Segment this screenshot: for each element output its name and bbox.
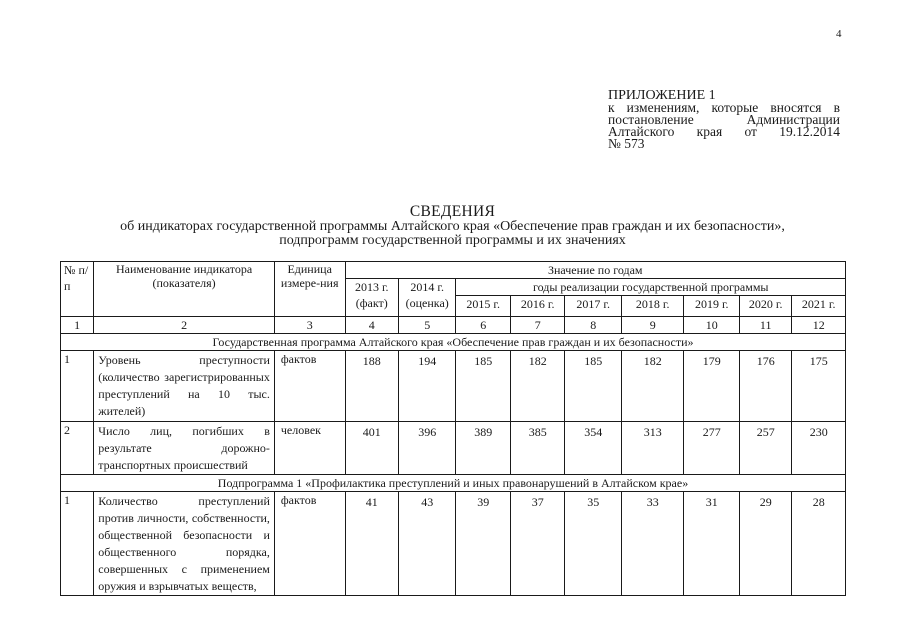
header-2013-note: (факт): [355, 296, 388, 310]
row-value: 43: [398, 492, 456, 596]
document-subheading-2: подпрограмм государственной программы и их значениях: [279, 233, 626, 248]
header-2014: [398, 279, 456, 317]
row-value: 354: [565, 422, 622, 475]
table-row: [61, 422, 846, 475]
row-value: 401: [345, 422, 398, 475]
column-index: 6: [456, 317, 510, 334]
row-value: 29: [739, 492, 791, 596]
appendix-line-2: постановление Администрации: [608, 112, 840, 127]
row-indicator-name: Количество преступлений против личности, собственности, общественной безопасности и общественного порядка, совершенных с применением оружия и взрывчатых веществ,: [94, 492, 275, 596]
appendix-line-1: к изменениям, которые вносятся в: [608, 100, 840, 115]
row-value: 179: [684, 351, 739, 422]
header-year: 2019 г.: [684, 296, 739, 317]
row-value: 188: [345, 351, 398, 422]
row-value: 37: [510, 492, 564, 596]
row-value: 277: [684, 422, 739, 475]
header-name: Наименование индикатора (показателя): [94, 262, 275, 317]
page-number: 4: [836, 28, 842, 40]
row-value: 385: [510, 422, 564, 475]
row-indicator-name: Число лиц, погибших в результате дорожно-транспортных происшествий: [94, 422, 275, 475]
header-2013-year: 2013 г.: [354, 280, 389, 294]
indicators-table: [60, 261, 846, 596]
row-value: 389: [456, 422, 510, 475]
header-year: 2015 г.: [456, 296, 510, 317]
appendix-title: ПРИЛОЖЕНИЕ 1: [608, 88, 716, 103]
row-value: 175: [792, 351, 846, 422]
header-num: № п/п: [61, 262, 94, 317]
column-index: 4: [345, 317, 398, 334]
document-subheading-1: об индикаторах государственной программы Алтайского края «Обеспечение прав граждан и их безопасности»,: [120, 219, 785, 234]
column-index: 5: [398, 317, 456, 334]
column-index: 12: [792, 317, 846, 334]
row-value: 396: [398, 422, 456, 475]
header-2013: [345, 279, 398, 317]
column-index: 11: [739, 317, 791, 334]
header-year: 2018 г.: [621, 296, 684, 317]
header-year: 2017 г.: [565, 296, 622, 317]
column-index: 8: [565, 317, 622, 334]
row-value: 35: [565, 492, 622, 596]
column-index: 9: [621, 317, 684, 334]
appendix-line-4: № 573: [608, 136, 645, 151]
column-index: 7: [510, 317, 564, 334]
header-year: 2020 г.: [739, 296, 791, 317]
header-2014-note: (оценка): [405, 296, 449, 310]
row-value: 185: [565, 351, 622, 422]
row-value: 176: [739, 351, 791, 422]
row-num: 2: [61, 422, 94, 475]
row-value: 257: [739, 422, 791, 475]
row-value: 39: [456, 492, 510, 596]
appendix-line-3: Алтайского края от 19.12.2014: [608, 124, 840, 139]
row-value: 230: [792, 422, 846, 475]
row-unit: человек: [274, 422, 345, 475]
row-value: 41: [345, 492, 398, 596]
row-value: 185: [456, 351, 510, 422]
column-index: 1: [61, 317, 94, 334]
table-row: [61, 492, 846, 596]
column-index: 2: [94, 317, 275, 334]
row-value: 31: [684, 492, 739, 596]
table-row: [61, 351, 846, 422]
header-unit: Единица измере-ния: [274, 262, 345, 317]
row-unit: фактов: [274, 492, 345, 596]
row-value: 33: [621, 492, 684, 596]
row-value: 182: [510, 351, 564, 422]
column-index: 10: [684, 317, 739, 334]
row-value: 194: [398, 351, 456, 422]
row-value: 28: [792, 492, 846, 596]
appendix-block: [608, 90, 840, 150]
document-heading: СВЕДЕНИЯ: [409, 203, 496, 220]
header-values-by-year: Значение по годам: [345, 262, 846, 279]
column-index: 3: [274, 317, 345, 334]
row-value: 313: [621, 422, 684, 475]
header-year: 2021 г.: [792, 296, 846, 317]
section-program-title: Государственная программа Алтайского края «Обеспечение прав граждан и их безопасности»: [61, 334, 846, 351]
header-year: 2016 г.: [510, 296, 564, 317]
row-num: 1: [61, 351, 94, 422]
row-num: 1: [61, 492, 94, 596]
header-implementation-years: годы реализации государственной программы: [456, 279, 846, 296]
header-2014-year: 2014 г.: [410, 280, 444, 294]
row-value: 182: [621, 351, 684, 422]
section-subprogram-title: Подпрограмма 1 «Профилактика преступлений и иных правонарушений в Алтайском крае»: [61, 475, 846, 492]
row-unit: фактов: [274, 351, 345, 422]
row-indicator-name: Уровень преступности (количество зарегистрированных преступлений на 10 тыс. жителей): [94, 351, 275, 422]
